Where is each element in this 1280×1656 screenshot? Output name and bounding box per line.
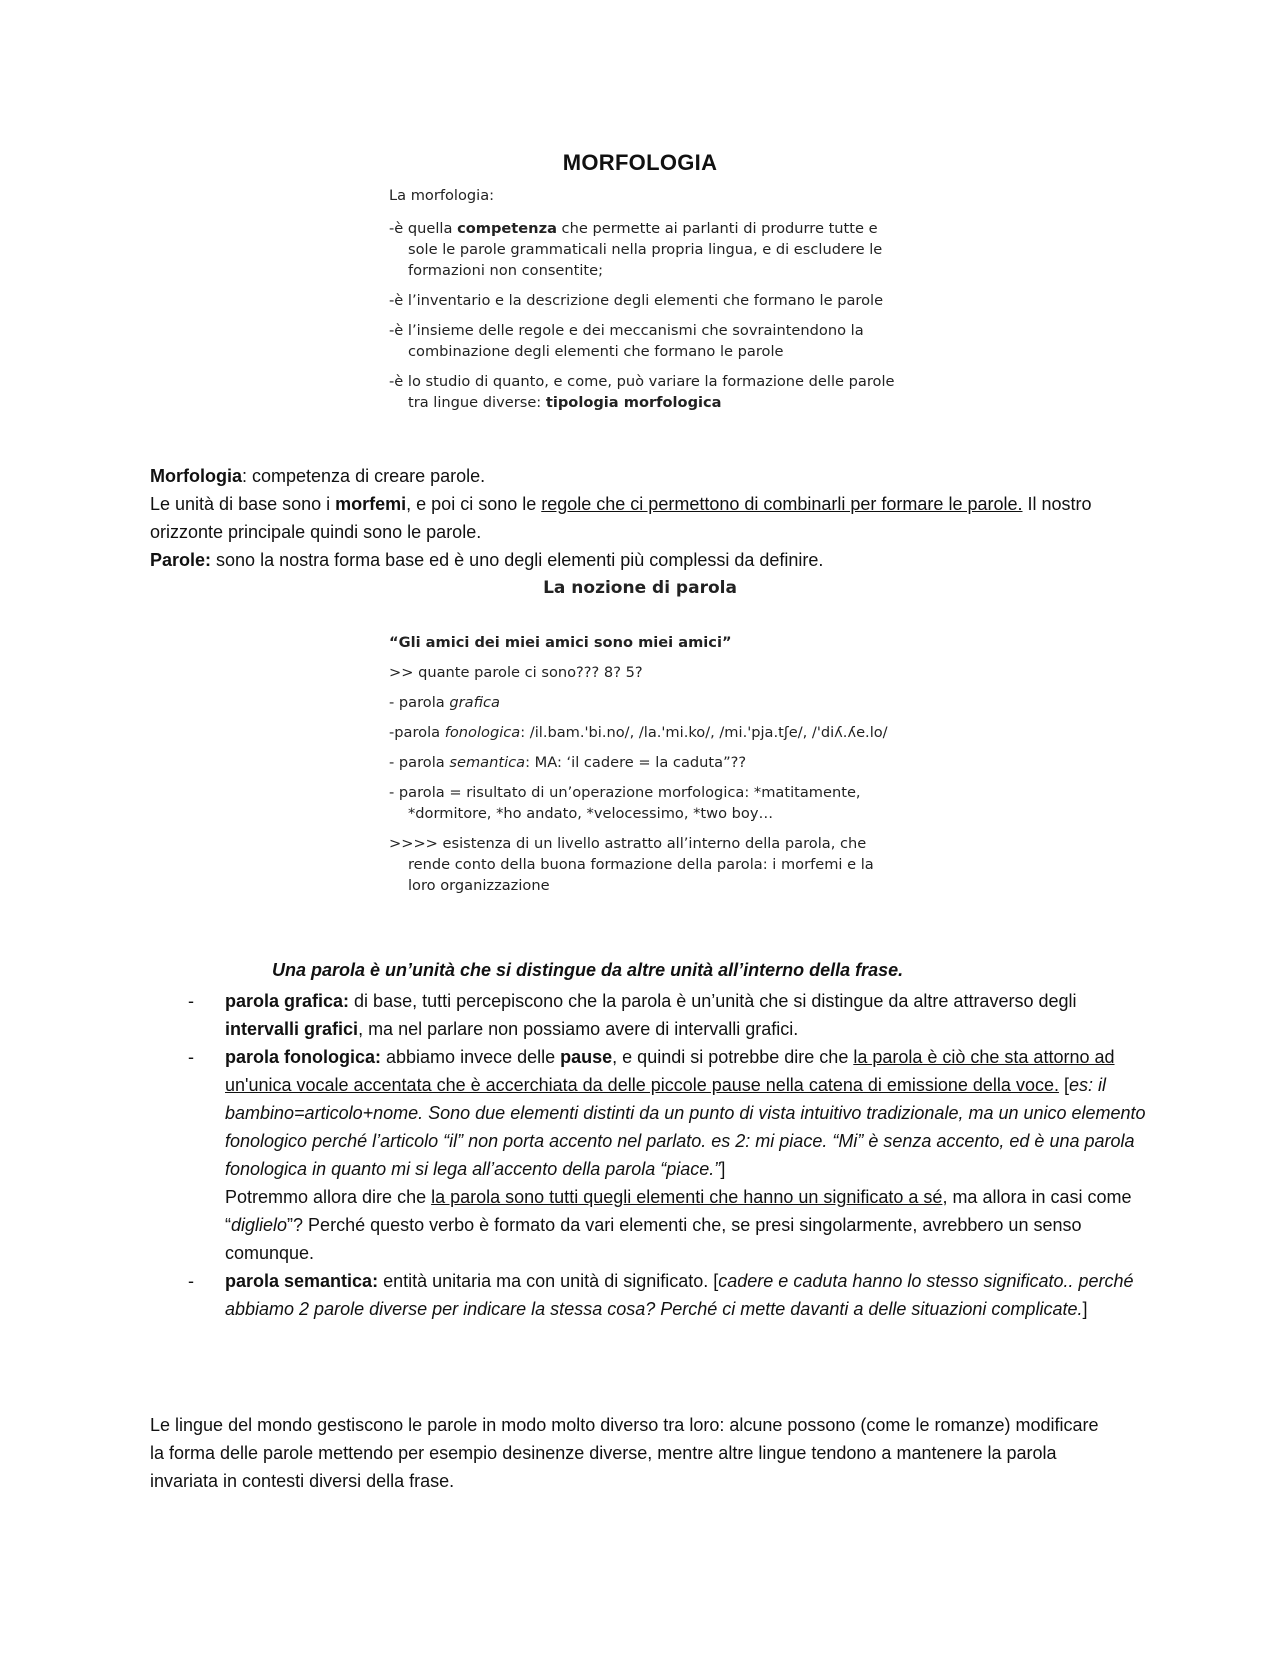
slide-item: -è lo studio di quanto, e come, può variare la formazione delle parole tra lingue diverse: tipologia morfologica [389,373,895,411]
bullet-text: Potremmo allora dire che la parola sono tutti quegli elementi che hanno un significato a sé, ma allora in casi come “diglielo”? Perché questo verbo è formato da vari elementi che, se presi singolarmente, avrebbero un senso comunque. [225,1187,1132,1263]
bullet-dash: - [188,991,194,1011]
bullet-dash: - [188,1047,194,1067]
bullet-dash: - [188,1271,194,1291]
slide-intro: La morfologia: [389,187,495,204]
slide-item: - parola = risultato di un’operazione morfologica: *matitamente, *dormitore, *ho andato, *velocessimo, *two boy… [389,784,861,822]
bullet-text: parola semantica: entità unitaria ma con unità di significato. [cadere e caduta hanno lo stesso significato.. perché abbiamo 2 parole diverse per indicare la stessa cosa? Perché ci mette davanti a delle situazioni complicate.] [225,1271,1134,1319]
bullet-text: parola fonologica: abbiamo invece delle pause, e quindi si potrebbe dire che la parola è ciò che sta attorno ad un'unica vocale accentata che è accerchiata da delle piccole pause nella catena di emissione della voce. [es: il bambino=articolo+nome. Sono due elementi distinti da un punto di vista intuitivo tradizionale, ma un unico elemento fonologico perché l’articolo “il” non porta accento nel parlato. es 2: mi piace. “Mi” è senza accento, ed è una parola fonologica in quanto mi si lega all’accento della parola “piace.”] [225,1047,1146,1179]
slide-item: >>>> esistenza di un livello astratto all’interno della parola, che rende conto della buona formazione della parola: i morfemi e la loro organizzazione [389,835,874,894]
slide-word-notion [389,632,899,896]
paragraph: Parole: sono la nostra forma base ed è uno degli elementi più complessi da definire. [150,550,824,570]
lead-sentence: Una parola è un’unità che si distingue da altre unità all’interno della frase. [272,960,904,980]
bullet-phonological-word [150,1043,1150,1267]
slide-definition [389,185,899,413]
bullet-semantic-word [150,1267,1150,1323]
bullet-text: parola grafica: di base, tutti percepiscono che la parola è un’unità che si distingue da altre attraverso degli intervalli grafici, ma nel parlare non possiamo avere di intervalli grafici. [225,991,1077,1039]
slide-heading: La nozione di parola [543,578,737,598]
bullet-graphic-word [150,987,1150,1043]
slide-item: -parola fonologica: /il.bam.'bi.no/, /la.'mi.ko/, /mi.'pja.tʃe/, /'diʎ.ʎe.lo/ [389,724,888,741]
intro-text [150,462,1110,574]
slide-item: -è quella competenza che permette ai parlanti di produrre tutte e sole le parole grammaticali nella propria lingua, e di escludere le formazioni non consentite; [389,220,883,279]
slide-quote: “Gli amici dei miei amici sono miei amici” [389,634,732,651]
page-title: MORFOLOGIA [562,150,718,175]
bullet-list [150,987,1150,1323]
slide-item: - parola semantica: MA: ‘il cadere = la caduta”?? [389,754,747,771]
slide-item: >> quante parole ci sono??? 8? 5? [389,664,643,681]
closing-paragraph [150,1411,1110,1495]
paragraph: Le lingue del mondo gestiscono le parole in modo molto diverso tra loro: alcune possono (come le romanze) modificare la forma delle parole mettendo per esempio desinenze diverse, mentre altre lingue tendono a mantenere la parola invariata in contesti diversi della frase. [150,1415,1099,1491]
paragraph: Le unità di base sono i morfemi, e poi ci sono le regole che ci permettono di combinarli per formare le parole. Il nostro orizzonte principale quindi sono le parole. [150,494,1092,542]
slide-item: - parola grafica [389,694,500,711]
slide-item: -è l’inventario e la descrizione degli elementi che formano le parole [389,292,884,309]
slide-item: -è l’insieme delle regole e dei meccanismi che sovraintendono la combinazione degli elementi che formano le parole [389,322,864,360]
paragraph: Morfologia: competenza di creare parole. [150,466,486,486]
